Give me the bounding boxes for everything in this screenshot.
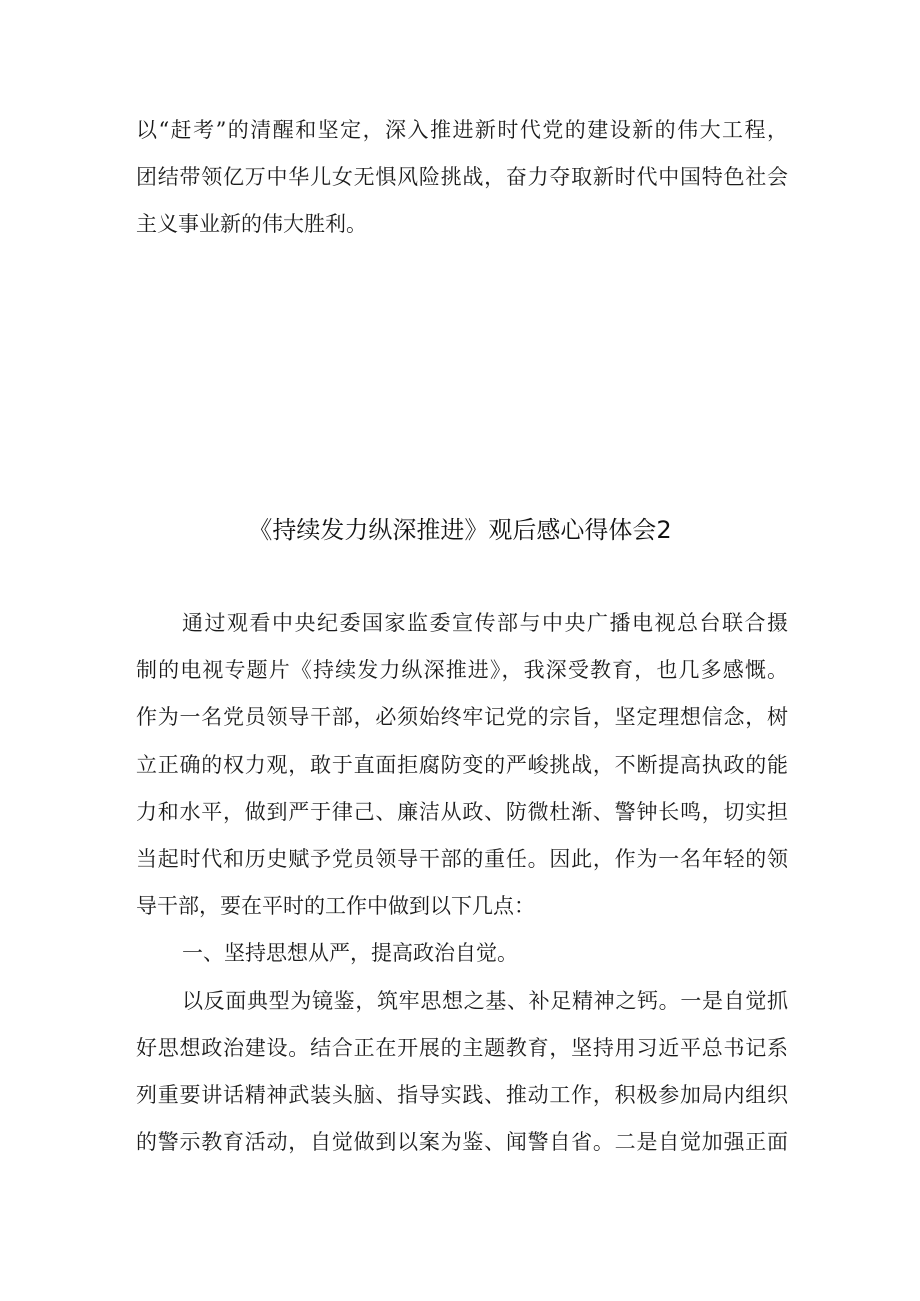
paragraph-line: 力和水平，做到严于律己、廉洁从政、防微杜渐、警钟长鸣，切实担 <box>136 799 788 824</box>
section-heading: 一、坚持思想从严，提高政治自觉。 <box>182 941 518 966</box>
document-title: 《持续发力纵深推进》观后感心得体会2 <box>248 516 672 544</box>
top-paragraph <box>136 107 788 249</box>
paragraph-line: 好思想政治建设。结合正在开展的主题教育，坚持用习近平总书记系 <box>136 1035 788 1060</box>
paragraph-line: 制的电视专题片《持续发力纵深推进》，我深受教育，也几多感慨。 <box>136 658 788 683</box>
paragraph-line: 以“赶考”的清醒和坚定，深入推进新时代党的建设新的伟大工程， <box>136 118 788 142</box>
paragraph-line: 团结带领亿万中华儿女无惧风险挑战，奋力夺取新时代中国特色社会 <box>136 165 788 190</box>
body-text <box>136 600 788 1166</box>
paragraph-line: 当起时代和历史赋予党员领导干部的重任。因此，作为一名年轻的领 <box>136 846 788 871</box>
paragraph-line: 主义事业新的伟大胜利。 <box>136 212 367 237</box>
paragraph-line: 列重要讲话精神武装头脑、指导实践、推动工作，积极参加局内组织 <box>136 1082 788 1107</box>
paragraph-line: 通过观看中央纪委国家监委宣传部与中央广播电视总台联合摄 <box>182 611 788 635</box>
paragraph-line: 作为一名党员领导干部，必须始终牢记党的宗旨，坚定理想信念，树 <box>136 705 788 730</box>
paragraph-line: 的警示教育活动，自觉做到以案为鉴、闻警自省。二是自觉加强正面 <box>136 1130 788 1155</box>
paragraph-line: 导干部，要在平时的工作中做到以下几点： <box>136 894 535 919</box>
paragraph-line: 以反面典型为镜鉴，筑牢思想之基、补足精神之钙。一是自觉抓 <box>182 988 788 1013</box>
paragraph-line: 立正确的权力观，敢于直面拒腐防变的严峻挑战，不断提高执政的能 <box>136 752 788 777</box>
